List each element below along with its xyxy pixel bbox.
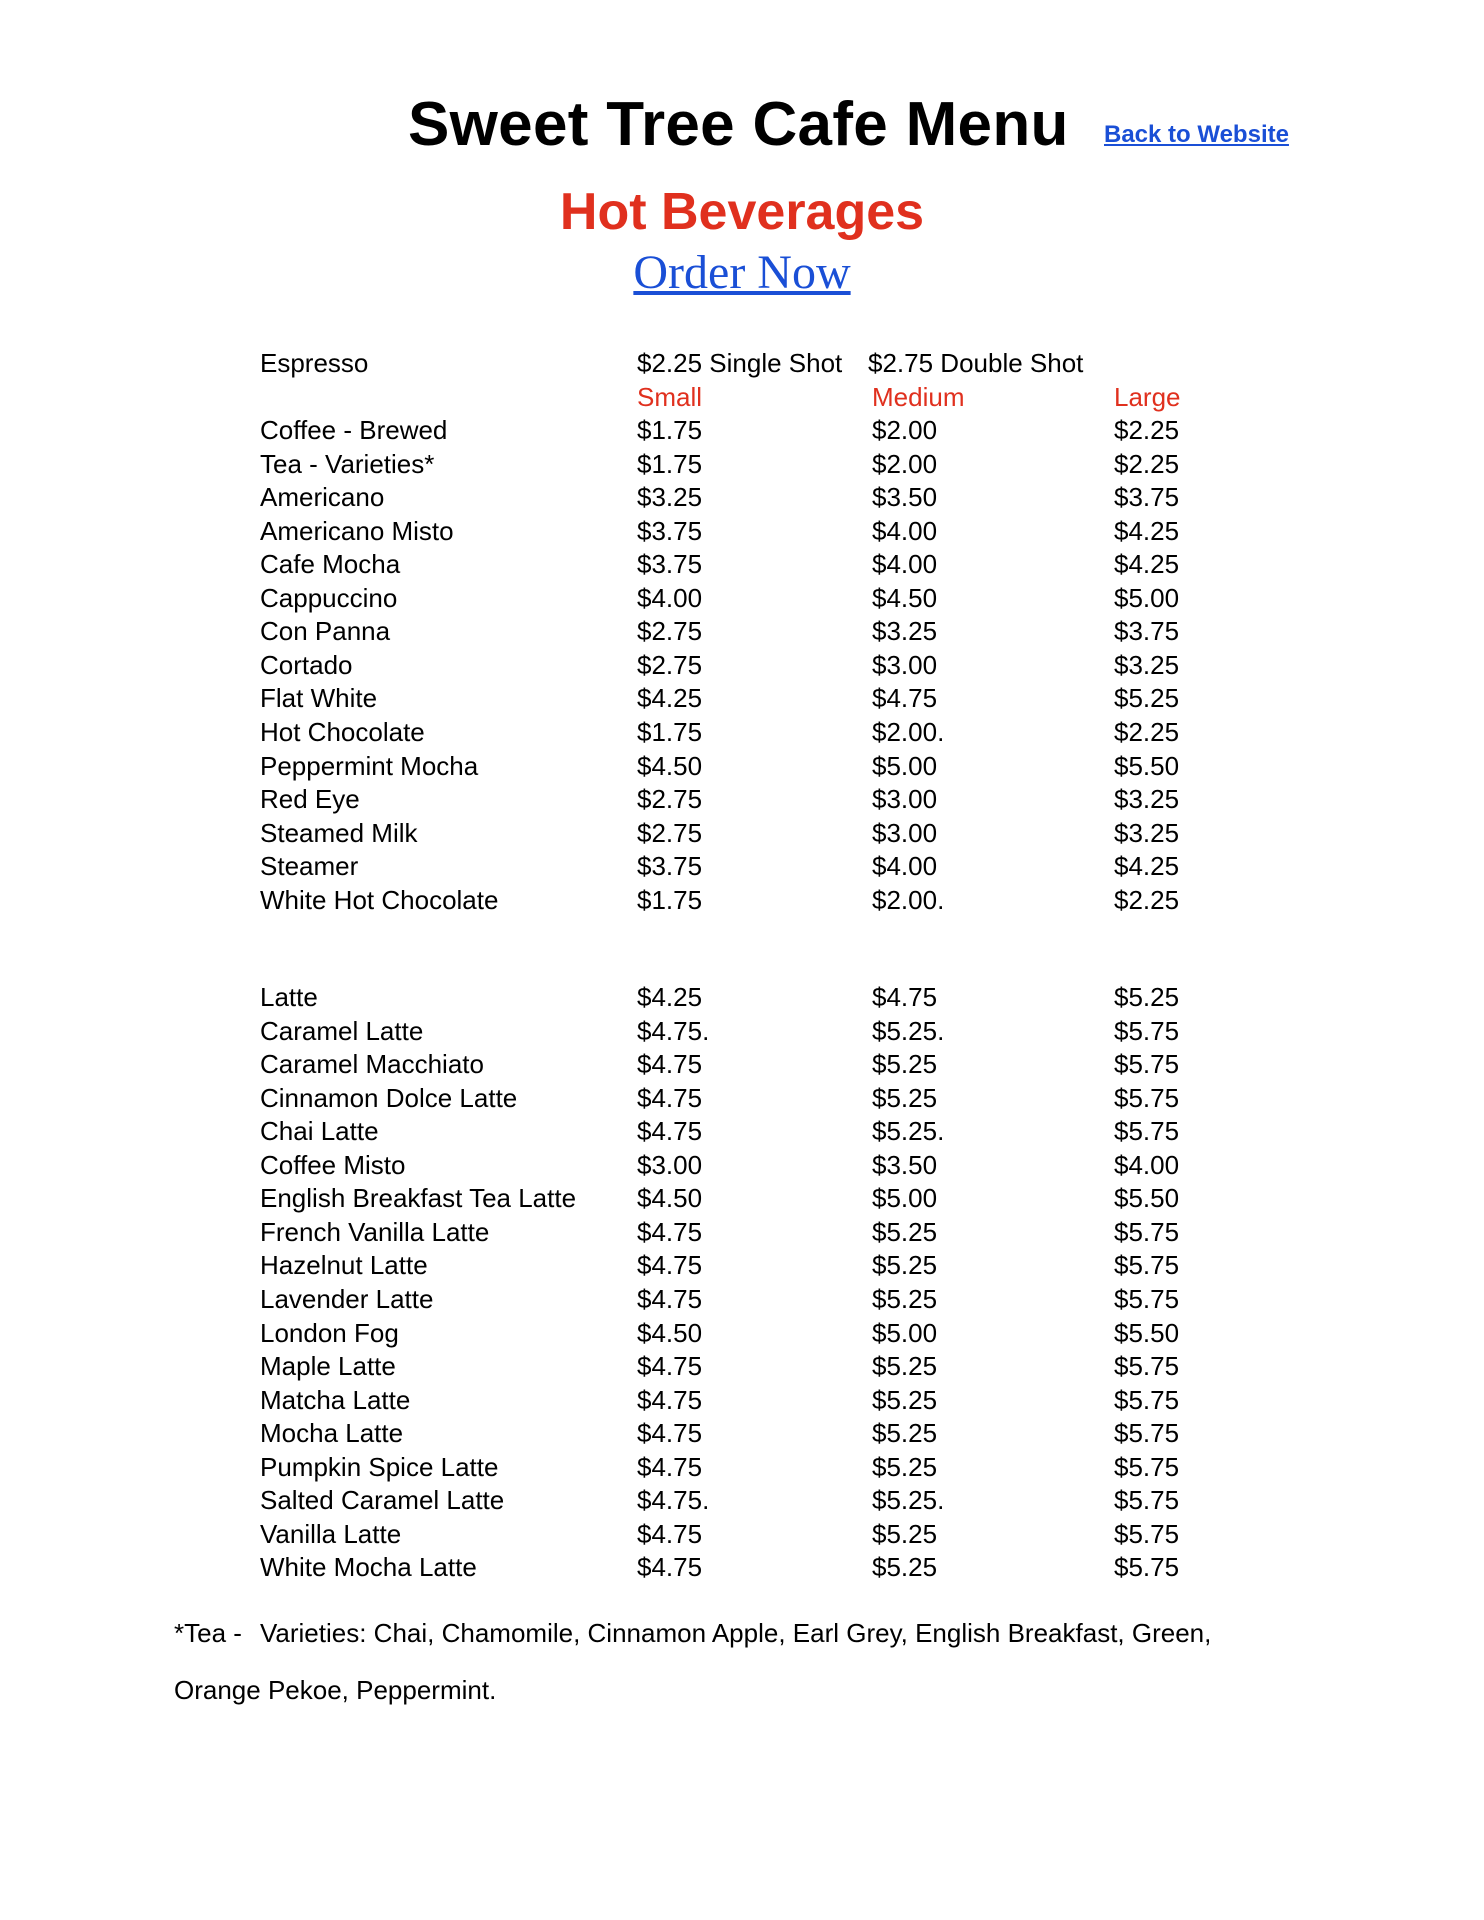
price-large: $5.75 xyxy=(1114,1015,1180,1046)
size-header-large: Large xyxy=(1114,382,1181,412)
price-medium: $3.25 xyxy=(872,616,938,647)
item-name: Coffee - Brewed xyxy=(260,415,448,445)
price-small: $3.75 xyxy=(637,851,703,882)
price-small: $4.75 xyxy=(637,1116,703,1147)
price-large: $2.25 xyxy=(1114,415,1180,445)
price-large: $5.75 xyxy=(1114,1283,1180,1314)
price-medium: $2.00 xyxy=(872,448,938,479)
price-large: $2.25 xyxy=(1114,884,1180,915)
footnote-line-1 xyxy=(174,1616,1211,1650)
price-medium: $3.50 xyxy=(872,1149,938,1180)
price-large: $5.75 xyxy=(1114,1384,1180,1415)
price-medium: $4.75 xyxy=(872,683,938,714)
price-small: $4.25 xyxy=(637,982,703,1012)
item-name: Steamer xyxy=(260,851,359,882)
price-small: $4.75 xyxy=(637,1552,703,1583)
price-large: $5.75 xyxy=(1114,1082,1180,1113)
price-medium: $4.75 xyxy=(872,982,938,1012)
price-small: $1.75 xyxy=(637,884,703,915)
price-medium: $3.00 xyxy=(872,817,938,848)
item-name: Tea - Varieties* xyxy=(260,448,435,479)
price-small: $4.75 xyxy=(637,1451,703,1482)
price-medium: $5.00 xyxy=(872,1317,938,1348)
item-name: Cappuccino xyxy=(260,582,398,613)
espresso-single-price: $2.25 Single Shot xyxy=(637,348,843,378)
price-large: $5.75 xyxy=(1114,1451,1180,1482)
price-large: $3.75 xyxy=(1114,616,1180,647)
menu-row xyxy=(0,480,1484,514)
price-large: $5.75 xyxy=(1114,1049,1180,1080)
item-name: London Fog xyxy=(260,1317,399,1348)
item-name: Flat White xyxy=(260,683,378,714)
order-now-link[interactable]: Order Now xyxy=(633,246,851,299)
menu-row xyxy=(0,849,1484,883)
menu-row xyxy=(0,1081,1484,1115)
price-small: $4.75 xyxy=(637,1250,703,1281)
price-medium: $5.25 xyxy=(872,1250,938,1281)
price-large: $5.75 xyxy=(1114,1216,1180,1247)
item-name: Coffee Misto xyxy=(260,1149,406,1180)
footnote-line-2: Orange Pekoe, Peppermint. xyxy=(174,1675,497,1705)
price-large: $3.25 xyxy=(1114,784,1180,815)
item-name: White Mocha Latte xyxy=(260,1552,477,1583)
menu-row xyxy=(0,1349,1484,1383)
menu-row xyxy=(0,1114,1484,1148)
price-large: $5.50 xyxy=(1114,1317,1180,1348)
price-large: $5.75 xyxy=(1114,1552,1180,1583)
price-medium: $3.50 xyxy=(872,482,938,513)
menu-row xyxy=(0,1148,1484,1182)
item-name: Caramel Latte xyxy=(260,1015,424,1046)
price-small: $1.75 xyxy=(637,415,703,445)
item-name: Maple Latte xyxy=(260,1351,396,1382)
price-medium: $5.25 xyxy=(872,1082,938,1113)
price-small: $4.75. xyxy=(637,1485,710,1516)
price-small: $4.75 xyxy=(637,1283,703,1314)
menu-row xyxy=(0,1450,1484,1484)
footnote-text: Varieties: Chai, Chamomile, Cinnamon Apple, Earl Grey, English Breakfast, Green, xyxy=(260,1618,1212,1648)
price-medium: $3.00 xyxy=(872,649,938,680)
price-small: $4.75. xyxy=(637,1015,710,1046)
section-title: Hot Beverages xyxy=(559,183,925,241)
price-large: $5.75 xyxy=(1114,1250,1180,1281)
price-small: $4.75 xyxy=(637,1418,703,1449)
price-large: $3.75 xyxy=(1114,482,1180,513)
price-large: $5.25 xyxy=(1114,982,1180,1012)
page-title: Sweet Tree Cafe Menu xyxy=(408,90,1069,159)
menu-row xyxy=(0,883,1484,917)
item-name: Cinnamon Dolce Latte xyxy=(260,1082,518,1113)
price-small: $3.75 xyxy=(637,515,703,546)
item-name: Hot Chocolate xyxy=(260,716,425,747)
price-small: $4.75 xyxy=(637,1082,703,1113)
menu-row xyxy=(0,614,1484,648)
item-name: English Breakfast Tea Latte xyxy=(260,1183,577,1214)
espresso-double-price: $2.75 Double Shot xyxy=(868,348,1084,378)
price-small: $4.50 xyxy=(637,750,703,781)
price-medium: $5.25. xyxy=(872,1116,945,1147)
price-large: $5.75 xyxy=(1114,1485,1180,1516)
menu-row xyxy=(0,1181,1484,1215)
back-to-website-link[interactable]: Back to Website xyxy=(1104,121,1289,148)
price-medium: $5.25 xyxy=(872,1049,938,1080)
price-medium: $5.25 xyxy=(872,1451,938,1482)
item-name: Cafe Mocha xyxy=(260,549,401,580)
menu-row xyxy=(0,816,1484,850)
price-small: $4.50 xyxy=(637,1183,703,1214)
price-large: $3.25 xyxy=(1114,817,1180,848)
espresso-row xyxy=(0,346,1484,380)
menu-row xyxy=(0,514,1484,548)
price-medium: $5.25 xyxy=(872,1384,938,1415)
price-large: $5.75 xyxy=(1114,1418,1180,1449)
price-medium: $3.00 xyxy=(872,784,938,815)
price-medium: $5.25 xyxy=(872,1418,938,1449)
item-name: Con Panna xyxy=(260,616,391,647)
price-medium: $4.00 xyxy=(872,549,938,580)
price-small: $4.75 xyxy=(637,1049,703,1080)
price-large: $2.25 xyxy=(1114,716,1180,747)
price-medium: $4.00 xyxy=(872,515,938,546)
item-name: Hazelnut Latte xyxy=(260,1250,428,1281)
menu-row xyxy=(0,447,1484,481)
price-large: $4.25 xyxy=(1114,851,1180,882)
price-medium: $5.25 xyxy=(872,1283,938,1314)
item-name: Mocha Latte xyxy=(260,1418,404,1449)
price-large: $4.25 xyxy=(1114,549,1180,580)
price-medium: $2.00 xyxy=(872,415,938,445)
menu-row xyxy=(0,681,1484,715)
price-large: $3.25 xyxy=(1114,649,1180,680)
price-large: $5.75 xyxy=(1114,1116,1180,1147)
price-small: $2.75 xyxy=(637,616,703,647)
menu-row xyxy=(0,1316,1484,1350)
item-name: Cortado xyxy=(260,649,353,680)
price-small: $4.25 xyxy=(637,683,703,714)
item-name: Caramel Macchiato xyxy=(260,1049,484,1080)
item-name: Steamed Milk xyxy=(260,817,418,848)
menu-row xyxy=(0,1550,1484,1584)
menu-row xyxy=(0,648,1484,682)
price-small: $4.75 xyxy=(637,1216,703,1247)
item-name: Red Eye xyxy=(260,784,360,815)
order-now-container xyxy=(0,244,1484,302)
price-large: $5.50 xyxy=(1114,750,1180,781)
price-small: $4.50 xyxy=(637,1317,703,1348)
menu-row xyxy=(0,1014,1484,1048)
price-medium: $5.25. xyxy=(872,1485,945,1516)
menu-row xyxy=(0,413,1484,447)
price-medium: $5.25 xyxy=(872,1552,938,1583)
menu-row xyxy=(0,782,1484,816)
size-header-medium: Medium xyxy=(872,382,965,412)
size-header-small: Small xyxy=(637,382,703,412)
menu-row xyxy=(0,581,1484,615)
item-name: Chai Latte xyxy=(260,1116,379,1147)
price-small: $3.00 xyxy=(637,1149,703,1180)
menu-row xyxy=(0,1416,1484,1450)
price-medium: $5.00 xyxy=(872,1183,938,1214)
footnote-label: *Tea - xyxy=(174,1618,242,1648)
item-name: White Hot Chocolate xyxy=(260,884,499,915)
menu-row xyxy=(0,1248,1484,1282)
item-name: Vanilla Latte xyxy=(260,1518,402,1549)
item-name: Peppermint Mocha xyxy=(260,750,479,781)
price-small: $4.75 xyxy=(637,1518,703,1549)
size-header-row xyxy=(0,380,1484,414)
price-small: $1.75 xyxy=(637,448,703,479)
price-large: $2.25 xyxy=(1114,448,1180,479)
menu-row xyxy=(0,1282,1484,1316)
price-small: $4.75 xyxy=(637,1351,703,1382)
price-medium: $2.00. xyxy=(872,884,945,915)
price-medium: $2.00. xyxy=(872,716,945,747)
menu-row xyxy=(0,1517,1484,1551)
item-name: Pumpkin Spice Latte xyxy=(260,1451,499,1482)
item-name: Matcha Latte xyxy=(260,1384,411,1415)
menu-row xyxy=(0,1483,1484,1517)
price-small: $2.75 xyxy=(637,817,703,848)
price-large: $5.25 xyxy=(1114,683,1180,714)
menu-row xyxy=(0,749,1484,783)
price-medium: $5.25. xyxy=(872,1015,945,1046)
item-name: Latte xyxy=(260,982,318,1012)
price-small: $3.75 xyxy=(637,549,703,580)
item-name: French Vanilla Latte xyxy=(260,1216,490,1247)
price-medium: $5.25 xyxy=(872,1216,938,1247)
price-medium: $4.00 xyxy=(872,851,938,882)
item-name: Americano Misto xyxy=(260,515,454,546)
price-small: $1.75 xyxy=(637,716,703,747)
price-small: $4.75 xyxy=(637,1384,703,1415)
menu-row xyxy=(0,1047,1484,1081)
price-medium: $4.50 xyxy=(872,582,938,613)
price-small: $2.75 xyxy=(637,649,703,680)
item-name: Espresso xyxy=(260,348,369,378)
price-large: $4.00 xyxy=(1114,1149,1180,1180)
menu-row xyxy=(0,1215,1484,1249)
menu-row xyxy=(0,547,1484,581)
price-large: $5.75 xyxy=(1114,1518,1180,1549)
price-large: $5.00 xyxy=(1114,582,1180,613)
item-name: Salted Caramel Latte xyxy=(260,1485,505,1516)
item-name: Americano xyxy=(260,482,385,513)
price-small: $4.00 xyxy=(637,582,703,613)
price-small: $3.25 xyxy=(637,482,703,513)
price-medium: $5.25 xyxy=(872,1518,938,1549)
price-large: $5.75 xyxy=(1114,1351,1180,1382)
price-large: $4.25 xyxy=(1114,515,1180,546)
item-name: Lavender Latte xyxy=(260,1283,434,1314)
menu-row xyxy=(0,980,1484,1014)
price-small: $2.75 xyxy=(637,784,703,815)
price-medium: $5.00 xyxy=(872,750,938,781)
price-large: $5.50 xyxy=(1114,1183,1180,1214)
menu-row xyxy=(0,1383,1484,1417)
price-medium: $5.25 xyxy=(872,1351,938,1382)
menu-row xyxy=(0,715,1484,749)
